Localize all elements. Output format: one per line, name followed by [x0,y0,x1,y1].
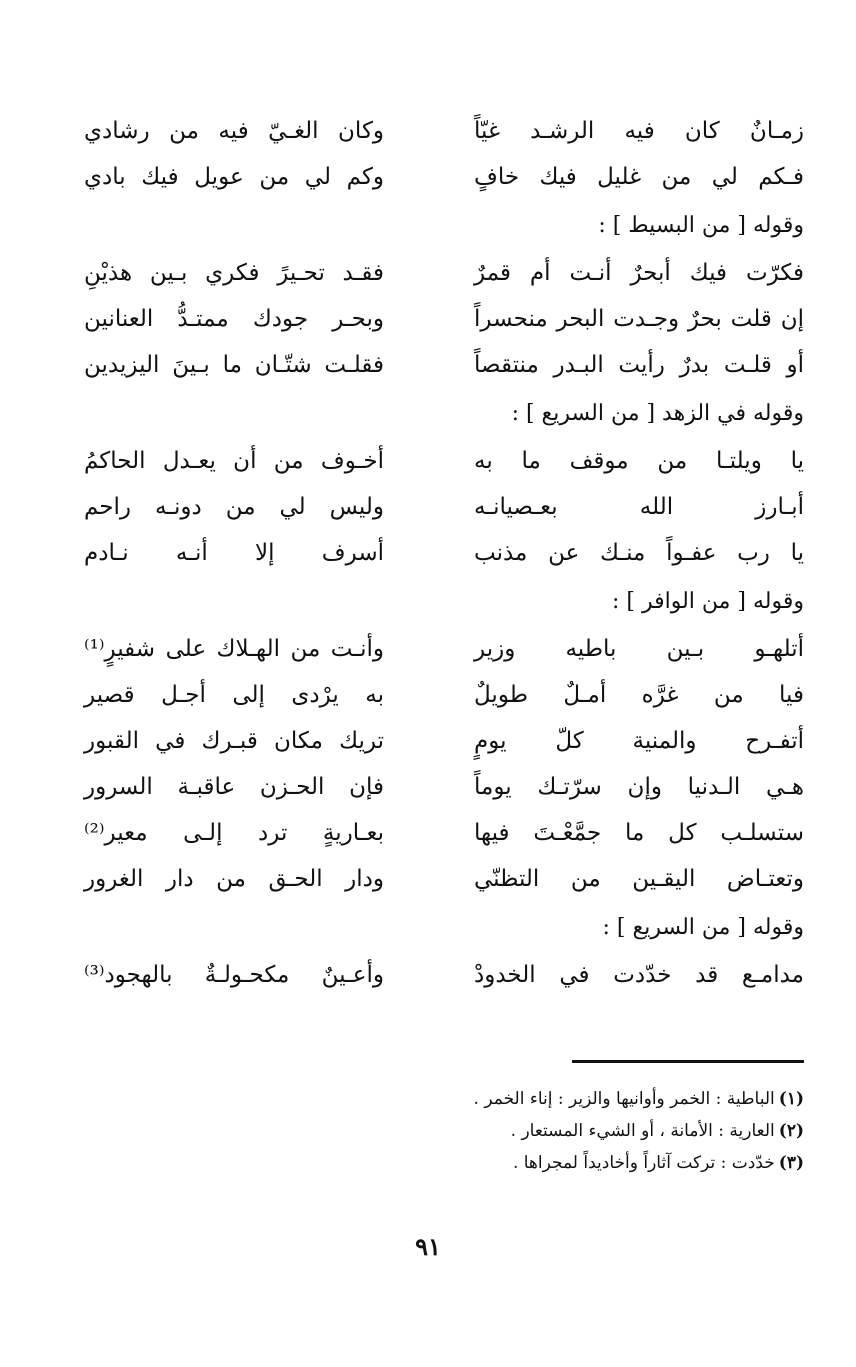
first-hemistich: وتعتـاض اليقـين من التظنّي [474,866,804,892]
verse-couplet [84,154,804,200]
first-hemistich: فـكم لي من غليل فيك خافٍ [474,164,804,190]
verse-couplet [84,296,804,342]
second-hemistich: تريك مكان قبـرك في القبور [84,728,384,754]
verse-couplet [84,108,804,154]
second-hemistich: وأعـينٌ مكحـولـةٌ بالهجود⁽³⁾ [84,962,384,988]
first-hemistich: أتلهـو بـين باطيه وزير [474,636,804,662]
second-hemistich: وكان الغـيّ فيه من رشادي [84,118,384,144]
second-hemistich: فقلـت شتّـان ما بـينَ اليزيدين [84,352,384,378]
footnote-number: (٣) [778,1153,804,1173]
footnote [84,1147,804,1179]
footnote-text: الباطية : الخمر وأوانيها والزير : إناء الخمر . [473,1089,775,1109]
footnote-divider [572,1060,804,1063]
second-hemistich: وأنـت من الهـلاك على شفيرٍ⁽¹⁾ [84,636,384,662]
first-hemistich: أبـارز الله بعـصيانـه [474,494,804,520]
verse-couplet [84,484,804,530]
second-hemistich: وبحـر جودك ممتـدُّ العنانين [84,306,384,332]
verse-couplet [84,672,804,718]
footnote-number: (٢) [778,1121,804,1141]
poem-body [84,108,804,998]
second-hemistich: فإن الحـزن عاقبـة السرور [84,774,384,800]
second-hemistich: به يرْدى إلى أجـل قصير [84,682,384,708]
footnotes [84,1083,804,1179]
first-hemistich: إن قلت بحرٌ وجـدت البحر منحسراً [474,306,804,332]
footnote-text: العارية : الأمانة ، أو الشيء المستعار . [510,1121,775,1141]
verse-couplet [84,626,804,672]
footnote-text: خدّدت : تركت آثاراً وأخاديداً لمجراها . [512,1153,775,1173]
first-hemistich: يا رب عفـواً منـك عن مذنب [474,540,804,566]
verse-couplet [84,856,804,902]
second-hemistich: أخـوف من أن يعـدل الحاكمُ [84,448,384,474]
verse-couplet [84,438,804,484]
section-heading: وقوله [ من السريع ] : [602,914,804,940]
footnote [84,1083,804,1115]
section-heading: وقوله [ من الوافر ] : [611,588,804,614]
second-hemistich: وكم لي من عويل فيك بادي [84,164,384,190]
first-hemistich: زمـانٌ كان فيه الرشـد غيّاً [474,118,804,144]
verse-couplet [84,718,804,764]
verse-couplet [84,810,804,856]
second-hemistich: ودار الحـق من دار الغرور [84,866,384,892]
second-hemistich: بعـاريةٍ ترد إلـى معير⁽²⁾ [84,820,384,846]
verse-couplet [84,764,804,810]
second-hemistich: وليس لي من دونـه راحم [84,494,384,520]
first-hemistich: فكرّت فيك أبحرٌ أنـت أم قمرٌ [474,260,804,286]
verse-couplet [84,530,804,576]
verse-couplet [84,342,804,388]
second-hemistich: أسرف إلا أنـه نـادم [84,540,384,566]
first-hemistich: أو قلـت بدرٌ رأيت البـدر منتقصاً [474,352,804,378]
section-heading: وقوله [ من البسيط ] : [598,212,804,238]
page-number: ٩١ [415,1232,441,1261]
section-heading: وقوله في الزهد [ من السريع ] : [511,400,804,426]
footnote [84,1115,804,1147]
first-hemistich: هـي الـدنيا وإن سرّتـك يوماً [474,774,804,800]
second-hemistich: فقـد تحـيرً فكري بـين هذيْنِ [84,260,384,286]
verse-couplet [84,952,804,998]
first-hemistich: فيا من غرَّه أمـلٌ طويلٌ [474,682,804,708]
first-hemistich: أتفـرح والمنية كلّ يومٍ [474,728,804,754]
first-hemistich: يا ويلتـا من موقف ما به [474,448,804,474]
first-hemistich: ستسلـب كل ما جمَّعْـتَ فيها [474,820,804,846]
footnote-number: (١) [778,1089,804,1109]
verse-couplet [84,250,804,296]
first-hemistich: مدامـع قد خدّدت في الخدودْ [474,962,804,988]
